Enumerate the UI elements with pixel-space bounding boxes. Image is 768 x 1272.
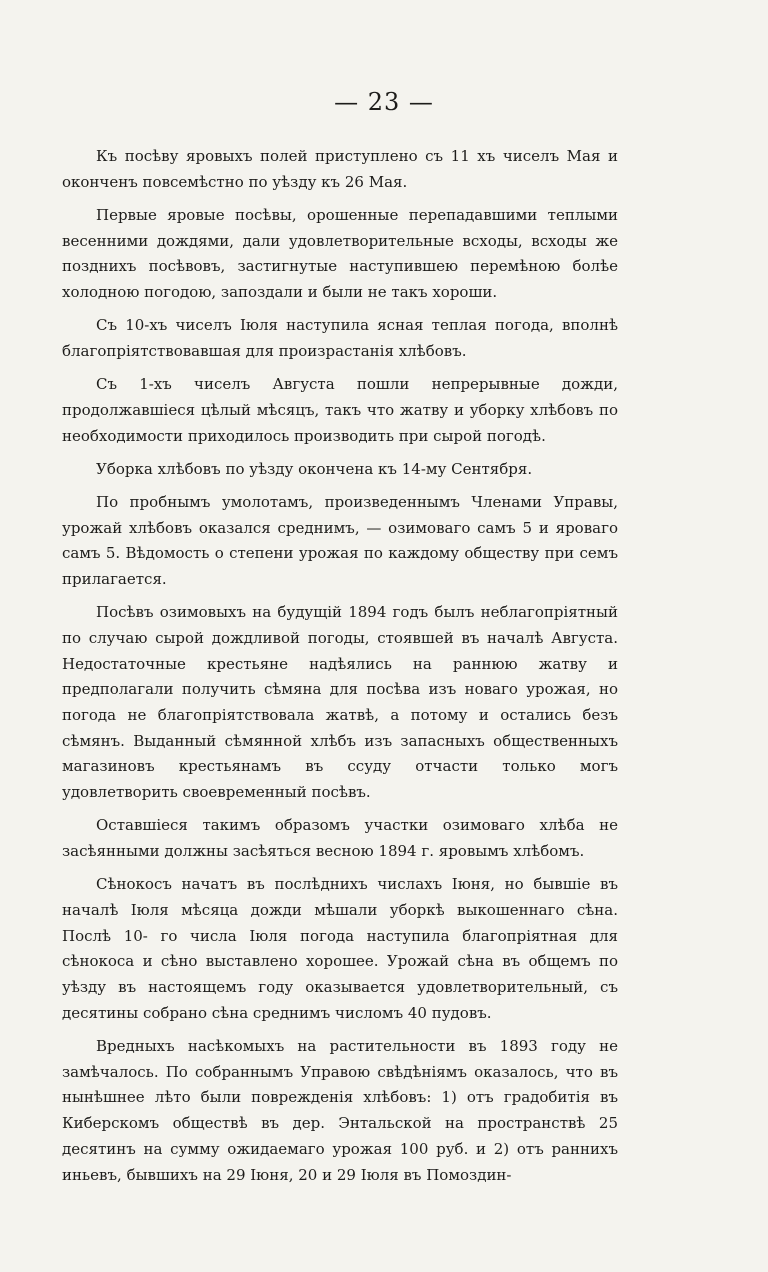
paragraph-july-weather: Съ 10-хъ чиселъ Іюля наступила ясная теплая погода, вполнѣ благопріятствовавшая для произрастанія хлѣбовъ.	[62, 316, 618, 360]
paragraph-winter-sowing: Посѣвъ озимовыхъ на будущій 1894 годъ былъ неблагопріятный по случаю сырой дождливой погоды, стоявшей въ началѣ Августа. Недостаточные крестьяне надѣялись на раннюю жатву и предполагали получить сѣмяна для посѣва изъ новаго урожая, но погода не благопріятствовала жатвѣ, а потому и остались безъ сѣмянъ. Выданный сѣмянной хлѣбъ изъ запасныхъ общественныхъ магазиновъ крестьянамъ въ ссуду отчасти только могъ удовлетворить своевременный посѣвъ.	[62, 603, 618, 802]
page-number: — 23 —	[334, 88, 434, 116]
paragraph-harvest-end: Уборка хлѣбовъ по уѣзду окончена къ 14-му Сентября.	[96, 459, 533, 478]
body-text	[62, 144, 618, 1196]
paragraph-august-rains: Съ 1-хъ чиселъ Августа пошли непрерывные дожди, продолжавшіеся цѣлый мѣсяцъ, такъ что жатву и уборку хлѣбовъ по необходимости приходилось производить при сырой погодѣ.	[62, 375, 618, 445]
paragraph-trial-threshing: По пробнымъ умолотамъ, произведеннымъ Членами Управы, урожай хлѣбовъ оказался среднимъ, — озимоваго самъ 5 и яроваго самъ 5. Вѣдомость о степени урожая по каждому обществу при семъ прилагается.	[62, 492, 618, 589]
paragraph-haymaking: Сѣнокосъ начатъ въ послѣднихъ числахъ Іюня, но бывшіе въ началѣ Іюля мѣсяца дожди мѣшали уборкѣ выкошеннаго сѣна. Послѣ 10- го числа Іюля погода наступила благопріятная для сѣнокоса и сѣно выставлено хорошее. Урожай сѣна въ общемъ по уѣзду въ настоящемъ году оказывается удовлетворительный, съ десятины собрано сѣна среднимъ числомъ 40 пудовъ.	[62, 875, 618, 1022]
paragraph-first-sowings: Первые яровые посѣвы, орошенные перепадавшими теплыми весенними дождями, дали удовлетворительные всходы, всходы же позднихъ посѣвовъ, застигнутые наступившею перемѣною болѣе холодною погодою, запоздали и были не такъ хороши.	[62, 205, 618, 302]
paragraph-spring-sowing: Къ посѣву яровыхъ полей приступлено съ 11 хъ чиселъ Мая и оконченъ повсемѣстно по уѣзду къ 26 Мая.	[62, 147, 618, 191]
paragraph-unsown-plots: Оставшіеся такимъ образомъ участки озимоваго хлѣба не засѣянными должны засѣяться весною 1894 г. яровымъ хлѣбомъ.	[62, 816, 618, 861]
paragraph-pests-damage: Вредныхъ насѣкомыхъ на растительности въ 1893 году не замѣчалось. По собраннымъ Управою свѣдѣніямъ оказалось, что въ нынѣшнее лѣто были поврежденія хлѣбовъ: 1) отъ градобитія въ Киберскомъ обществѣ въ дер. Энтальской на пространствѣ 25 десятинъ на сумму ожидаемаго урожая 100 руб. и 2) отъ раннихъ иньевъ, бывшихъ на 29 Іюня, 20 и 29 Іюля въ Помоздин-	[62, 1037, 618, 1184]
